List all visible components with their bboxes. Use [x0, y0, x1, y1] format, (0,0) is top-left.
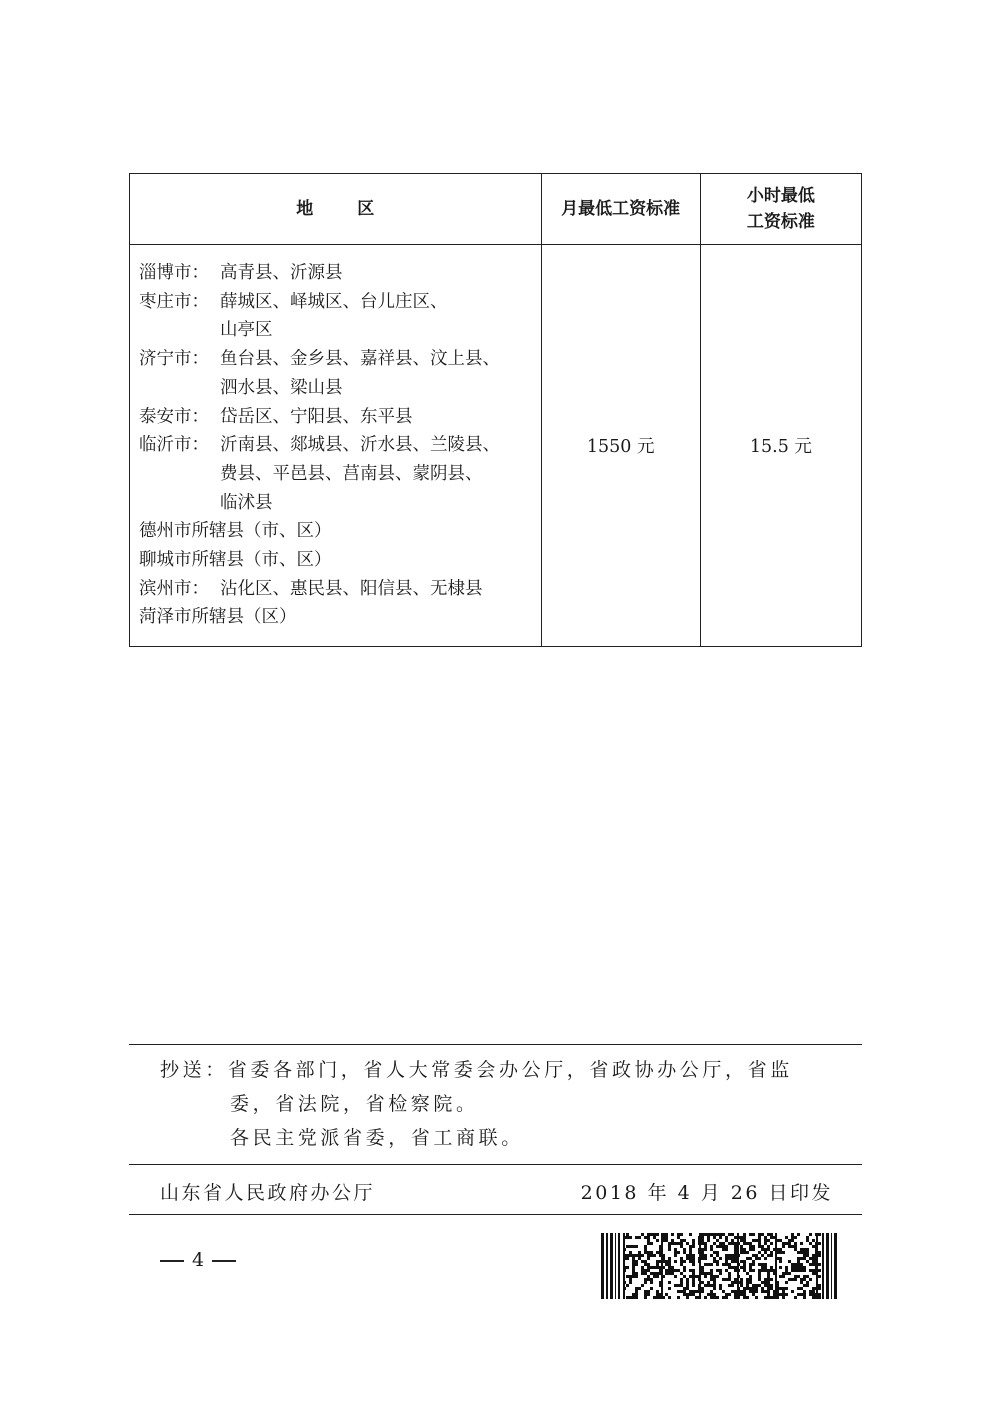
region-counties: 临沭县	[220, 492, 273, 513]
region-city: 枣庄市：	[139, 291, 209, 312]
monthly-wage-value: 1550 元	[541, 245, 700, 647]
cc-top-rule	[129, 1044, 862, 1045]
region-counties: 薛城区、峄城区、台儿庄区、	[220, 291, 448, 312]
region-city: 临沂市：	[139, 435, 209, 456]
region-counties: 费县、平邑县、莒南县、蒙阴县、	[220, 463, 483, 484]
region-counties: 沂南县、郯城县、沂水县、兰陵县、	[220, 435, 500, 456]
region-city: 济宁市：	[139, 349, 209, 370]
region-line	[139, 316, 541, 345]
region-line	[139, 489, 541, 518]
cc-block	[160, 1053, 793, 1155]
cc-line-2: 委，省法院，省检察院。	[230, 1093, 479, 1115]
cc-bottom-rule	[129, 1164, 862, 1165]
issuer-name: 山东省人民政府办公厅	[160, 1182, 376, 1204]
page-number	[152, 1249, 244, 1271]
issue-date: 2018 年 4 月 26 日印发	[580, 1182, 833, 1204]
region-line	[139, 345, 541, 374]
region-city: 滨州市：	[139, 578, 209, 599]
monthly-wage-header: 月最低工资标准	[541, 174, 700, 245]
footer-bottom-rule	[129, 1214, 862, 1215]
region-counties: 岱岳区、宁阳县、东平县	[220, 406, 413, 427]
region-counties: 山亭区	[220, 320, 273, 341]
region-line: 聊城市所辖县（市、区）	[139, 550, 332, 571]
region-city: 淄博市：	[139, 263, 209, 283]
dash-left	[160, 1260, 184, 1262]
region-line	[139, 460, 541, 489]
hourly-wage-header	[700, 174, 861, 245]
cc-line-3: 各民主党派省委，省工商联。	[230, 1127, 524, 1149]
region-line	[139, 288, 541, 317]
dash-right	[212, 1260, 236, 1262]
region-header	[130, 174, 542, 245]
region-city: 泰安市：	[139, 406, 209, 427]
page-number-value: 4	[192, 1249, 205, 1271]
region-counties: 鱼台县、金乡县、嘉祥县、汶上县、	[220, 349, 500, 370]
hourly-header-line-2: 工资标准	[746, 212, 815, 232]
region-list	[130, 245, 542, 647]
hourly-wage-value: 15.5 元	[700, 245, 861, 647]
region-line	[139, 431, 541, 460]
region-header-char-1: 地	[296, 199, 314, 219]
region-counties: 沾化区、惠民县、阳信县、无棣县	[220, 578, 483, 599]
region-counties: 泗水县、梁山县	[220, 377, 343, 398]
region-line: 菏泽市所辖县（区）	[139, 607, 297, 628]
region-header-char-2: 区	[357, 199, 375, 219]
cc-line-1: 抄送：省委各部门，省人大常委会办公厅，省政协办公厅，省监	[160, 1059, 793, 1081]
region-line	[139, 374, 541, 403]
region-line	[139, 575, 541, 604]
region-line	[139, 403, 541, 432]
region-counties: 高青县、沂源县	[220, 263, 343, 283]
region-line	[139, 259, 541, 288]
barcode-icon	[601, 1233, 839, 1299]
hourly-header-line-1: 小时最低	[746, 186, 815, 206]
wage-standard-table	[129, 173, 862, 647]
region-line: 德州市所辖县（市、区）	[139, 521, 332, 542]
